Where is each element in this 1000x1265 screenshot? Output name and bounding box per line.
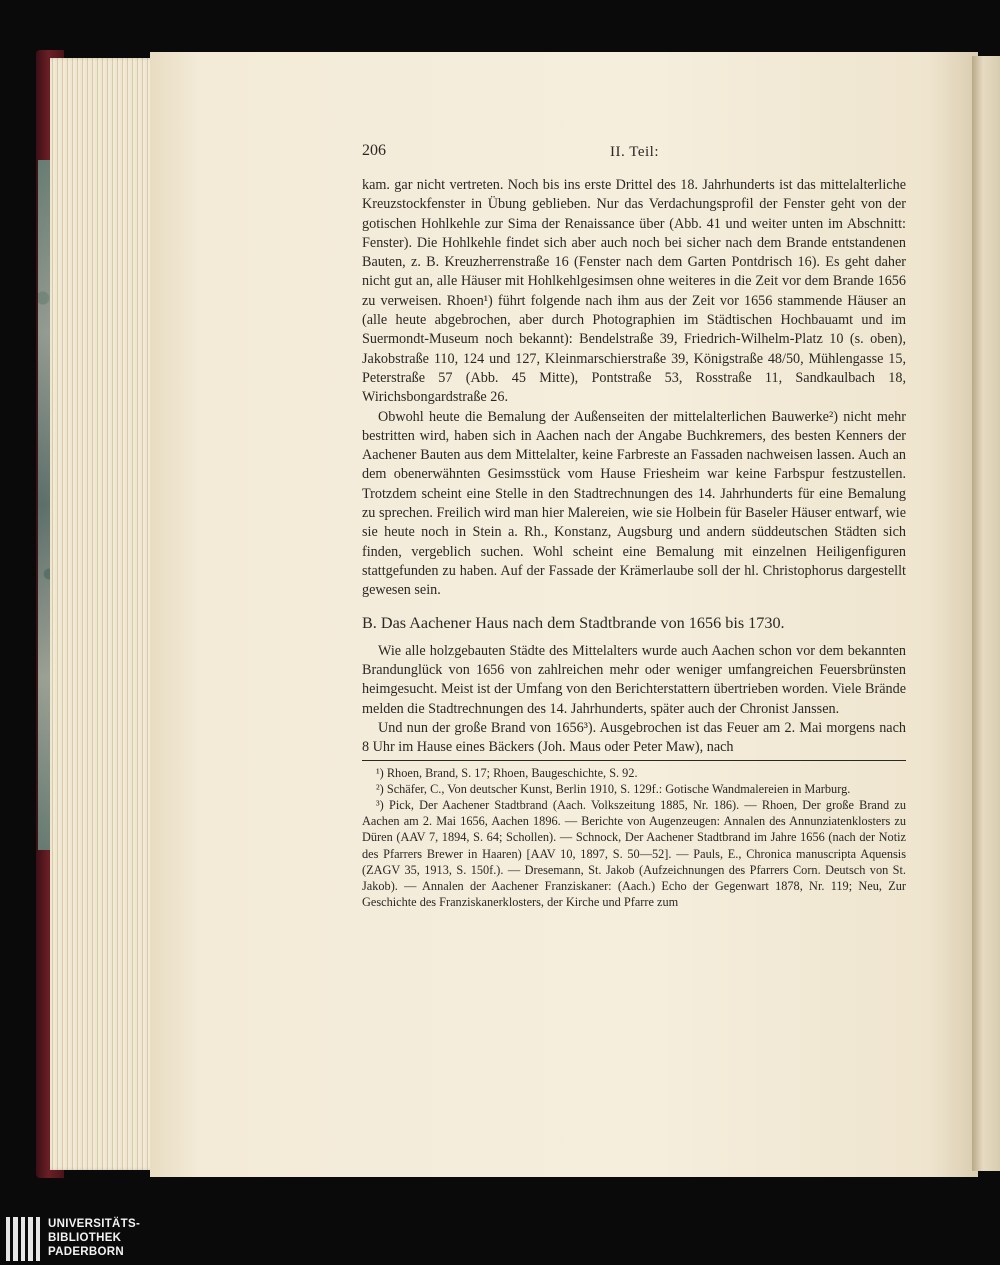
footnote: ³) Pick, Der Aachener Stadtbrand (Aach. Volkszeitung 1885, Nr. 186). — Rhoen, Der große Brand zu Aachen am 2. Mai 1656, Aachen 1896. — Berichte von Augenzeugen: Annalen des Annunziatenklosters zu Düren (AAV 7, 1894, S. 64; Schollen). — Schnock, Der Aachener Stadtbrand im Jahre 1656 (nach der Notiz des Pfarrers Brewer in Haaren) [AAV 10, 1897, S. 50—52]. — Pauls, E., Chronica manuscripta Aquensis (ZAGV 35, 1913, S. 150f.). — Dresemann, St. Jakob (Aufzeichnungen des Pfarrers Corn. Deutsch von St. Jakob). — Annalen der Aachener Franziskaner: (Aach.) Echo der Gegenwart 1878, Nr. 119; Neu, Zur Geschichte des Franziskanerklosters, der Kirche und Pfarre zum xyxy=(362,798,906,910)
page-number: 206 xyxy=(362,142,386,159)
library-logo xyxy=(0,1215,300,1265)
footnote: ¹) Rhoen, Brand, S. 17; Rhoen, Baugeschichte, S. 92. xyxy=(376,765,638,780)
library-logo-icon xyxy=(6,1217,40,1261)
paragraph: kam. gar nicht vertreten. Noch bis ins erste Drittel des 18. Jahrhunderts ist das mittelalterliche Kreuzstockfenster in Übung geblieben. Nur das Verdachungsprofil der Fenster geht von der gotischen Hohlkehle zur Sima der Renaissance über (Abb. 41 und weiter unten im Abschnitt: Fenster). Die Hohlkehle findet sich aber auch noch bei sicher nach dem Brande entstandenen Bauten, z. B. Kreuzherrenstraße 16 (Fenster nach dem Garten Pontdrisch 16). Es geht daher nicht gut an, alle Häuser mit Hohlkehlgesimsen ohne weiteres in die Zeit vor dem Brande 1656 zu verweisen. Rhoen¹) führt folgende nach ihm aus der Zeit vor 1656 stammende Häuser an (alle heute abgebrochen, aber durch Photographien im Städtischen Hochbauamt und im Suermondt-Museum noch bekannt): Bendelstraße 39, Friedrich-Wilhelm-Platz 10 (s. oben), Jakobstraße 110, 124 und 127, Kleinmarschierstraße 39, Königstraße 48/50, Mühlengasse 15, Peterstraße 57 (Abb. 45 Mitte), Pontstraße 53, Rosstraße 11, Sandkaulbach 18, Wirichsbongardstraße 26. xyxy=(362,177,906,406)
page-body xyxy=(362,176,906,910)
paragraph: Obwohl heute die Bemalung der Außenseiten der mittelalterlichen Bauwerke²) nicht mehr bestritten wird, haben sich in Aachen nach der Angabe Buchkremers, des besten Kenners der Aachener Bauten aus dem Mittelalter, keine Farbreste an Fassaden nachweisen lassen. Auch an dem obenerwähnten Gesimsstück vom Hause Friesheim war keine Farbspur festzustellen. Trotzdem scheint eine Stelle in den Stadtrechnungen des 14. Jahrhunderts für eine Bemalung zu sprechen. Freilich wird man hier Malereien, wie sie Holbein für Baseler Häuser entwarf, wie sie heute noch in Stein a. Rh., Konstanz, Augsburg und andern süddeutschen Städten sich finden, vergeblich suchen. Wohl scheint eine Bemalung mit einzelnen Heiligenfiguren stattgefunden zu haben. Auf der Fassade der Krämerlaube soll der hl. Christophorus dargestellt gewesen sein. xyxy=(362,408,906,599)
facing-page-edge xyxy=(972,56,1000,1171)
page-header xyxy=(362,142,906,166)
running-title: II. Teil: xyxy=(610,144,659,160)
footnote: ²) Schäfer, C., Von deutscher Kunst, Berlin 1910, S. 129f.: Gotische Wandmalereien in Marburg. xyxy=(376,781,851,796)
paragraph: Wie alle holzgebauten Städte des Mittelalters wurde auch Aachen schon vor dem bekannten Brandunglück von 1656 von zahlreichen mehr oder weniger umfangreichen Feuersbrünsten heimgesucht. Meist ist der Umfang von den Berichterstattern übertrieben worden. Viele Brände melden die Stadtrechnungen des 14. Jahrhunderts, später auch der Chronist Janssen. xyxy=(362,642,906,717)
footnote-divider xyxy=(362,760,906,761)
library-logo-text: UNIVERSITÄTS- BIBLIOTHEK PADERBORN xyxy=(48,1218,141,1258)
paragraph: Und nun der große Brand von 1656³). Ausgebrochen ist das Feuer am 2. Mai morgens nach 8 Uhr im Hause eines Bäckers (Joh. Maus oder Peter Maw), nach xyxy=(362,720,906,756)
footnotes xyxy=(362,765,906,911)
section-heading: B. Das Aachener Haus nach dem Stadtbrande von 1656 bis 1730. xyxy=(362,613,785,632)
page-edges xyxy=(50,58,155,1170)
